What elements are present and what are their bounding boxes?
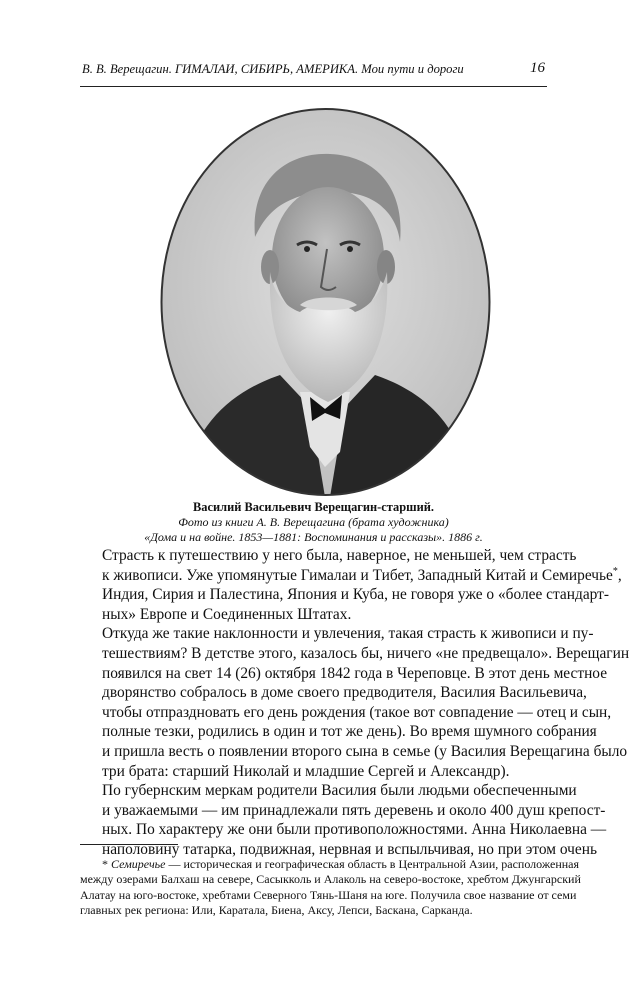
- footnote: [80, 857, 581, 919]
- running-header: [80, 62, 545, 84]
- text-line: чтобы отпраздновать его день рождения (такое вот совпадение — отец и сын,: [102, 703, 612, 721]
- footnote-reference[interactable]: *: [612, 565, 618, 577]
- text-line: и пришла весть о появлении второго сына в семье (у Василия Верещагина было: [102, 742, 628, 760]
- caption-book: «Дома и на войне. 1853—1881: Воспоминания и рассказы». 1886 г.: [144, 530, 483, 544]
- text-line: дворянство собралось в доме своего предводителя, Василия Васильевича,: [102, 684, 587, 702]
- running-title: В. В. Верещагин. ГИМАЛАИ, СИБИРЬ, АМЕРИКА. Мои пути и дороги: [82, 62, 464, 76]
- text-line: ных» Европе и Соединенных Штатах.: [102, 605, 352, 623]
- paragraph-3: [80, 781, 607, 859]
- text-line: Откуда же такие наклонности и увлечения, такая страсть к живописи и пу-: [102, 625, 594, 643]
- text-line: три брата: старший Николай и младшие Сергей и Александр).: [102, 762, 510, 780]
- text-line: тешествиям? В детстве этого, казалось бы, ничего «не предвещало». Верещагин: [102, 644, 630, 662]
- page-number: 16: [530, 60, 545, 76]
- header-rule: [80, 86, 547, 87]
- text-line: к живописи. Уже упомянутые Гималаи и Тибет, Западный Китай и Семиречье*,: [102, 565, 622, 584]
- text-line: полные тезки, родились в один и тот же день). Во время шумного собрания: [102, 723, 597, 741]
- figure-caption: [80, 500, 547, 545]
- text-line: появился на свет 14 (26) октября 1842 года в Череповце. В этот день местное: [102, 664, 608, 682]
- text-line: Страсть к путешествию у него была, наверное, не меньшей, чем страсть: [102, 547, 577, 564]
- text-line: ных. По характеру же они были противоположностями. Анна Николаевна —: [102, 821, 607, 839]
- footnote-mark: *: [102, 857, 108, 871]
- paragraph-1: [80, 546, 622, 624]
- footnote-term: Семиречье: [111, 857, 166, 871]
- footnote-line: главных рек региона: Или, Каратала, Биена, Аксу, Лепси, Баскана, Сарканда.: [80, 903, 473, 918]
- footnote-line: между озерами Балхаш на севере, Сасыкколь и Алаколь на северо-востоке, хребтом Джунгарский: [80, 872, 581, 887]
- paragraph-2: [80, 624, 630, 781]
- footnote-rule: [80, 844, 178, 845]
- body-text: [80, 546, 630, 860]
- text-line: По губернским меркам родители Василия были людьми обеспеченными: [102, 782, 577, 800]
- caption-name: Василий Васильевич Верещагин-старший.: [193, 500, 434, 514]
- text-line: Индия, Сирия и Палестина, Япония и Куба, не говоря уже о «более стандарт-: [102, 586, 609, 604]
- footnote-line: * Семиречье — историческая и географическая область в Центральной Азии, расположенная: [102, 857, 580, 871]
- text-line: наполовину татарка, подвижная, нервная и вспыльчивая, но при этом очень: [102, 840, 598, 858]
- caption-source: Фото из книги А. В. Верещагина (брата художника): [178, 515, 449, 529]
- footnote-line: Алатау на юго-востоке, хребтами Северного Тянь-Шаня на юге. Получила свое название от семи: [80, 887, 577, 902]
- portrait-photo: [160, 107, 491, 497]
- text-line: и уважаемыми — им принадлежали пять деревень и около 400 душ крепост-: [102, 801, 606, 819]
